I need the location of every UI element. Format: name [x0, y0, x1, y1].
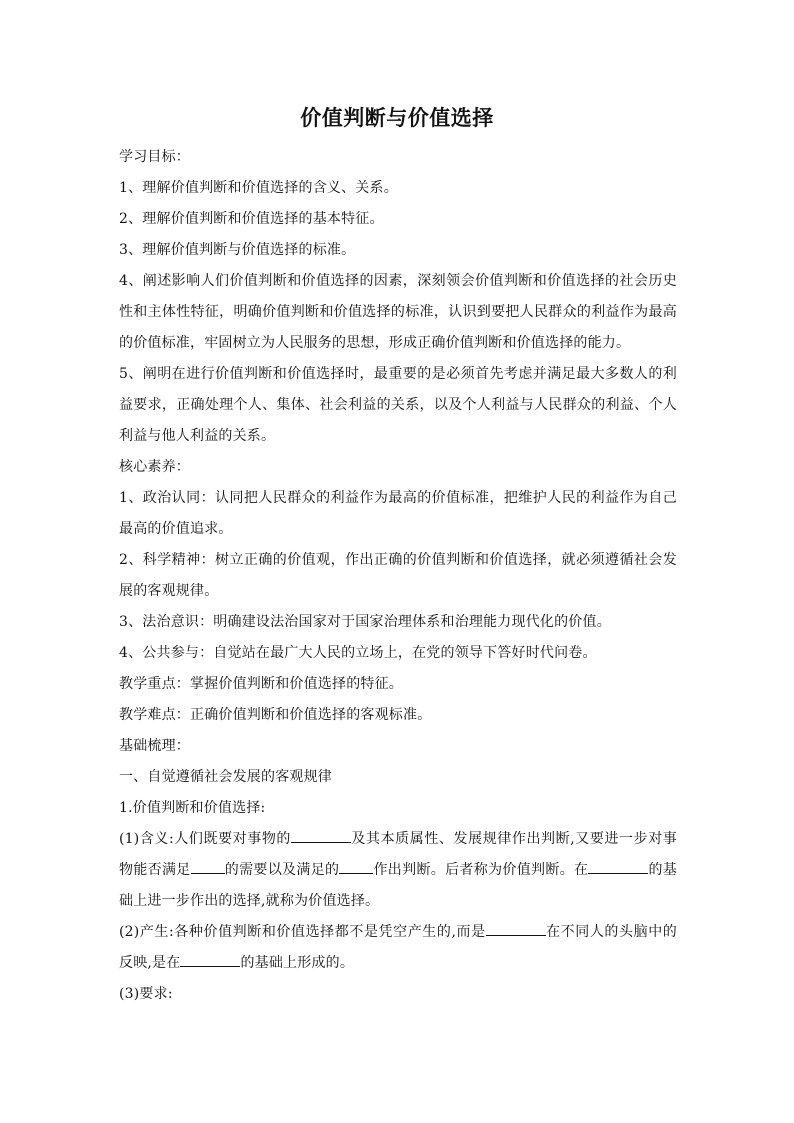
text-run: 的需要以及满足的 — [224, 862, 340, 878]
requirement-heading: (3)要求: — [119, 986, 173, 1002]
goal-item: 5、阐明在进行价值判断和价值选择时，最重要的是必须首先考虑并满足最大多数人的利益要求，正确处理个人、集体、社会利益的关系，以及个人利益与人民群众的利益、个人利益与他人利益的关系。 — [119, 366, 677, 444]
basics-heading: 基础梳理： — [119, 738, 190, 754]
difficult-point: 教学难点：正确价值判断和价值选择的客观标准。 — [119, 707, 432, 723]
meaning-paragraph — [119, 824, 677, 917]
key-point: 教学重点：掌握价值判断和价值选择的特征。 — [119, 676, 403, 692]
fill-blank[interactable] — [180, 951, 240, 967]
fill-blank[interactable] — [291, 827, 351, 843]
goal-item: 1、理解价值判断和价值选择的含义、关系。 — [119, 180, 398, 196]
fill-blank[interactable] — [339, 858, 373, 874]
text-run: 的基础上形成的。 — [240, 955, 355, 971]
text-run: (1)含义:人们既要对事物的 — [119, 831, 292, 847]
document-title: 价值判断与价值选择 — [300, 106, 494, 130]
literacy-item: 3、法治意识：明确建设法治国家对于国家治理体系和治理能力现代化的价值。 — [119, 614, 611, 630]
literacy-heading: 核心素养： — [119, 459, 190, 475]
item-heading: 1.价值判断和价值选择: — [119, 800, 266, 816]
goal-item: 2、理解价值判断和价值选择的基本特征。 — [119, 211, 384, 227]
text-run: 及其本质属性、发展规律作出判断,又要进一步对事物能否满足 — [119, 831, 677, 878]
fill-blank[interactable] — [588, 858, 648, 874]
fill-blank[interactable] — [191, 858, 225, 874]
goal-item: 4、阐述影响人们价值判断和价值选择的因素，深刻领会价值判断和价值选择的社会历史性和主体性特征，明确价值判断和价值选择的标准，认识到要把人民群众的利益作为最高的价值标准，牢固树立为人民服务的思想，形成正确价值判断和价值选择的能力。 — [119, 273, 677, 351]
text-run: 的基础上进一步作出的选择,就称为价值选择。 — [119, 862, 678, 909]
origin-paragraph — [119, 917, 677, 979]
document-body — [119, 142, 677, 1010]
literacy-item: 4、公共参与：自觉站在最广大人民的立场上，在党的领导下答好时代问卷。 — [119, 645, 597, 661]
section-heading: 一、自觉遵循社会发展的客观规律 — [119, 769, 332, 785]
fill-blank[interactable] — [486, 920, 546, 936]
literacy-item: 1、政治认同：认同把人民群众的利益作为最高的价值标准，把维护人民的利益作为自己最高的价值追求。 — [119, 490, 677, 537]
text-run: 在不同人的头脑中的反映,是在 — [119, 924, 677, 971]
text-run: (2)产生:各种价值判断和价值选择都不是凭空产生的,而是 — [119, 924, 486, 940]
text-run: 作出判断。后者称为价值判断。在 — [373, 862, 589, 878]
literacy-item: 2、科学精神：树立正确的价值观，作出正确的价值判断和价值选择，就必须遵循社会发展的客观规律。 — [119, 552, 677, 599]
goal-item: 3、理解价值判断与价值选择的标准。 — [119, 242, 356, 258]
goals-heading: 学习目标： — [119, 149, 190, 165]
